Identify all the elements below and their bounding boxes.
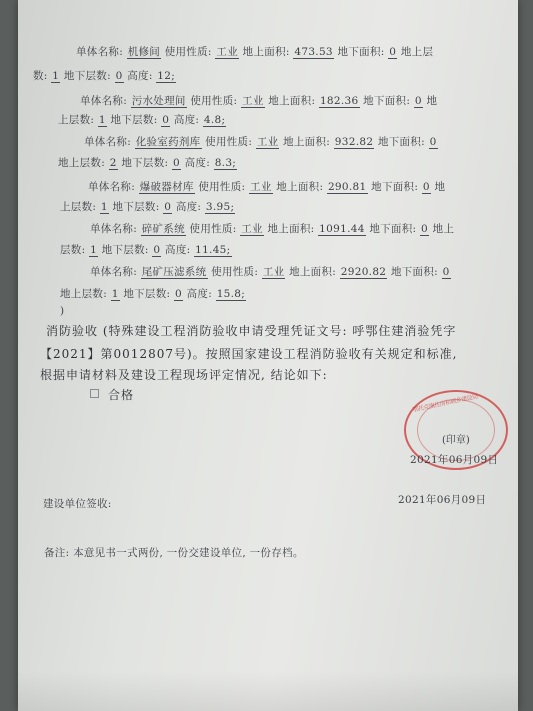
unit-row [80, 93, 437, 108]
use-value: 工业 [216, 46, 239, 58]
above-floors-label: 地上 [432, 223, 455, 235]
use-label: 使用性质: [189, 223, 237, 235]
above-area-value: 473.53 [294, 46, 333, 58]
use-value: 工业 [262, 266, 285, 278]
below-floors-label: 地下层数: [121, 157, 169, 169]
above-floors-label: 上层数: [60, 201, 97, 213]
above-floors-value: 1 [90, 244, 98, 256]
closing-paren: ) [60, 305, 65, 317]
above-floors-value: 1 [52, 70, 60, 82]
unit-row [76, 44, 433, 59]
unit-name: 机修间 [127, 46, 161, 58]
use-value: 工业 [242, 95, 264, 107]
unit-row [60, 199, 235, 214]
height-label: 高度: [127, 70, 153, 82]
above-floors-value: 1 [98, 114, 106, 126]
use-label: 使用性质: [205, 136, 253, 148]
below-area-value: 0 [414, 95, 422, 107]
below-floors-value: 0 [153, 244, 161, 256]
name-label: 单体名称: [90, 266, 138, 278]
above-floors-label: 数: [33, 70, 48, 82]
below-floors-value: 0 [115, 70, 123, 82]
below-floors-label: 地下层数: [112, 201, 160, 213]
unit-row [60, 242, 232, 257]
above-area-label: 地上面积: [267, 223, 315, 235]
below-area-label: 地下面积: [390, 266, 438, 278]
sign-label: 建设单位签收: [43, 498, 112, 510]
seal-text: 鄂托克旗住房和城乡建设局 [412, 393, 479, 414]
below-area-label: 地下面积: [369, 223, 417, 235]
page-shadow [18, 671, 518, 711]
unit-row [58, 112, 226, 127]
below-floors-label: 地下层数: [123, 288, 171, 300]
document-page [18, 0, 518, 711]
below-floors-label: 地下层数: [110, 114, 158, 126]
below-floors-label: 地下层数: [101, 244, 149, 256]
unit-row [90, 264, 451, 279]
name-label: 单体名称: [80, 95, 128, 107]
sign-date: 2021年06月09日 [398, 494, 487, 506]
above-floors-label: 地上层数: [58, 157, 106, 169]
above-area-value: 2920.82 [340, 266, 387, 278]
above-floors-value: 1 [100, 201, 108, 213]
use-label: 使用性质: [198, 181, 246, 193]
below-area-label: 地下面积: [363, 95, 411, 107]
use-value: 工业 [256, 136, 279, 148]
unit-name: 尾矿压滤系统 [141, 266, 207, 278]
below-area-value: 0 [442, 266, 450, 278]
above-floors-value: 1 [111, 288, 119, 300]
height-value: 11.45; [195, 244, 231, 256]
unit-row [84, 134, 438, 149]
above-floors-value: 2 [109, 157, 117, 169]
above-area-value: 182.36 [319, 95, 359, 107]
unit-row [58, 155, 237, 170]
unit-row [60, 286, 246, 301]
height-label: 高度: [186, 288, 213, 300]
acceptance-line-3: 根据申请材料及建设工程现场评定情况, 结论如下: [40, 368, 328, 382]
below-floors-label: 地下层数: [63, 70, 111, 82]
height-value: 4.8; [203, 114, 226, 126]
result-checkbox [90, 389, 99, 398]
below-area-label: 地下面积: [337, 46, 385, 58]
name-label: 单体名称: [76, 46, 124, 58]
height-value: 12; [157, 70, 176, 82]
unit-row [90, 221, 454, 236]
height-value: 8.3; [214, 157, 237, 169]
unit-row [33, 68, 176, 83]
use-value: 工业 [250, 181, 272, 193]
use-label: 使用性质: [190, 95, 238, 107]
name-label: 单体名称: [90, 223, 138, 235]
below-area-label: 地下面积: [371, 181, 419, 193]
below-floors-value: 0 [164, 201, 172, 213]
below-area-value: 0 [429, 136, 437, 148]
above-floors-label: 上层数: [58, 114, 95, 126]
below-area-value: 0 [389, 46, 397, 58]
above-area-label: 地上面积: [276, 181, 324, 193]
name-label: 单体名称: [84, 136, 132, 148]
seal-date: 2021年06月09日 [410, 454, 499, 466]
below-floors-value: 0 [175, 288, 182, 300]
name-label: 单体名称: [88, 181, 136, 193]
height-label: 高度: [184, 157, 211, 169]
above-area-value: 1091.44 [319, 223, 365, 235]
height-label: 高度: [165, 244, 191, 256]
acceptance-line-2: 【2021】第0012807号)。按照国家建设工程消防验收有关规定和标准, [40, 347, 458, 361]
unit-name: 碎矿系统 [141, 223, 185, 235]
height-label: 高度: [175, 201, 202, 213]
above-area-label: 地上面积: [283, 136, 331, 148]
acceptance-line-1: 消防验收 (特殊建设工程消防验收申请受理凭证文号: 呼鄂住建消验凭字 [46, 324, 457, 338]
above-area-value: 932.82 [334, 136, 374, 148]
above-area-label: 地上面积: [268, 95, 316, 107]
below-area-label: 地下面积: [377, 136, 425, 148]
below-area-value: 0 [422, 181, 430, 193]
remark-note: 备注: 本意见书一式两份, 一份交建设单位, 一份存档。 [44, 547, 304, 559]
acceptance-result: 合格 [108, 388, 135, 402]
use-label: 使用性质: [211, 266, 259, 278]
above-area-label: 地上面积: [242, 46, 290, 58]
above-area-value: 290.81 [327, 181, 367, 193]
above-floors-label: 地上层 [400, 46, 434, 58]
height-label: 高度: [173, 114, 200, 126]
unit-name: 爆破器材库 [139, 181, 194, 193]
above-floors-label: 层数: [60, 244, 86, 256]
use-value: 工业 [241, 223, 263, 235]
above-floors-label: 地 [434, 181, 446, 193]
below-area-value: 0 [421, 223, 428, 235]
seal-label: (印章) [442, 435, 470, 446]
below-floors-value: 0 [162, 114, 170, 126]
above-floors-label: 地 [426, 95, 438, 107]
height-value: 15.8; [216, 288, 246, 300]
unit-row [88, 179, 445, 194]
above-floors-label: 地上层数: [60, 288, 108, 300]
below-floors-value: 0 [173, 157, 180, 169]
above-area-label: 地上面积: [289, 266, 337, 278]
height-value: 3.95; [205, 201, 235, 213]
unit-name: 污水处理间 [131, 95, 186, 107]
unit-name: 化验室药剂库 [135, 136, 201, 148]
use-label: 使用性质: [164, 46, 212, 58]
